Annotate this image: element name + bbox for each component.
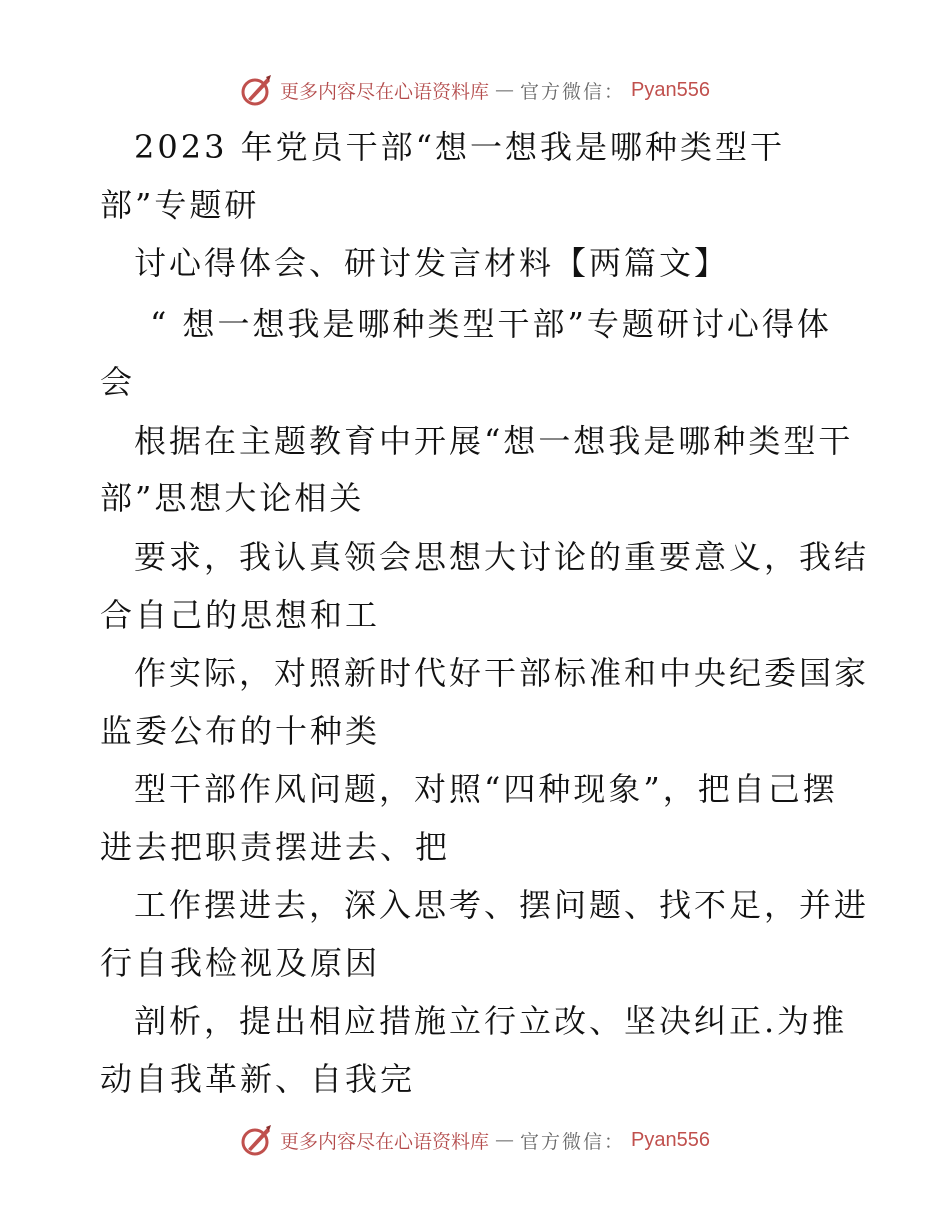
body-line-2: 部”思想大论相关 (100, 479, 365, 517)
quill-logo-icon (240, 1123, 274, 1157)
promo-text: 更多内容尽在心语资料库 (280, 80, 490, 103)
title-line-1: 2023 年党员干部“想一想我是哪种类型干 (134, 128, 785, 166)
body-line-11: 剖析，提出相应措施立行立改、坚决纠正.为推 (134, 1002, 848, 1040)
subtitle-line-1: “ 想一想我是哪种类型干部”专题研讨心得体 (150, 305, 832, 343)
wechat-id: Pyan556 (631, 78, 710, 101)
body-line-4: 合自己的思想和工 (100, 596, 381, 634)
body-line-3: 要求，我认真领会思想大讨论的重要意义，我结 (134, 538, 870, 576)
quill-logo-icon (240, 73, 274, 107)
subtitle-line-2: 会 (100, 363, 136, 401)
title-line-2: 部”专题研 (100, 186, 260, 224)
separator: — (495, 1129, 515, 1151)
title-line-3: 讨心得体会、研讨发言材料【两篇文】 (134, 244, 730, 282)
body-line-5: 作实际，对照新时代好干部标准和中央纪委国家 (134, 654, 870, 692)
wechat-label: 官方微信： (520, 1130, 626, 1153)
body-line-12: 动自我革新、自我完 (100, 1060, 416, 1098)
body-line-1: 根据在主题教育中开展“想一想我是哪种类型干 (134, 422, 854, 460)
wechat-label: 官方微信： (520, 80, 626, 103)
body-line-10: 行自我检视及原因 (100, 944, 381, 982)
footer-banner (0, 1120, 950, 1160)
promo-text: 更多内容尽在心语资料库 (280, 1130, 490, 1153)
separator: — (495, 79, 515, 101)
body-line-8: 进去把职责摆进去、把 (100, 828, 451, 866)
body-line-9: 工作摆进去，深入思考、摆问题、找不足，并进 (134, 886, 870, 924)
body-line-7: 型干部作风问题，对照“四种现象”，把自己摆 (134, 770, 838, 808)
wechat-id: Pyan556 (631, 1128, 710, 1151)
body-line-6: 监委公布的十种类 (100, 712, 381, 750)
header-banner (0, 70, 950, 110)
